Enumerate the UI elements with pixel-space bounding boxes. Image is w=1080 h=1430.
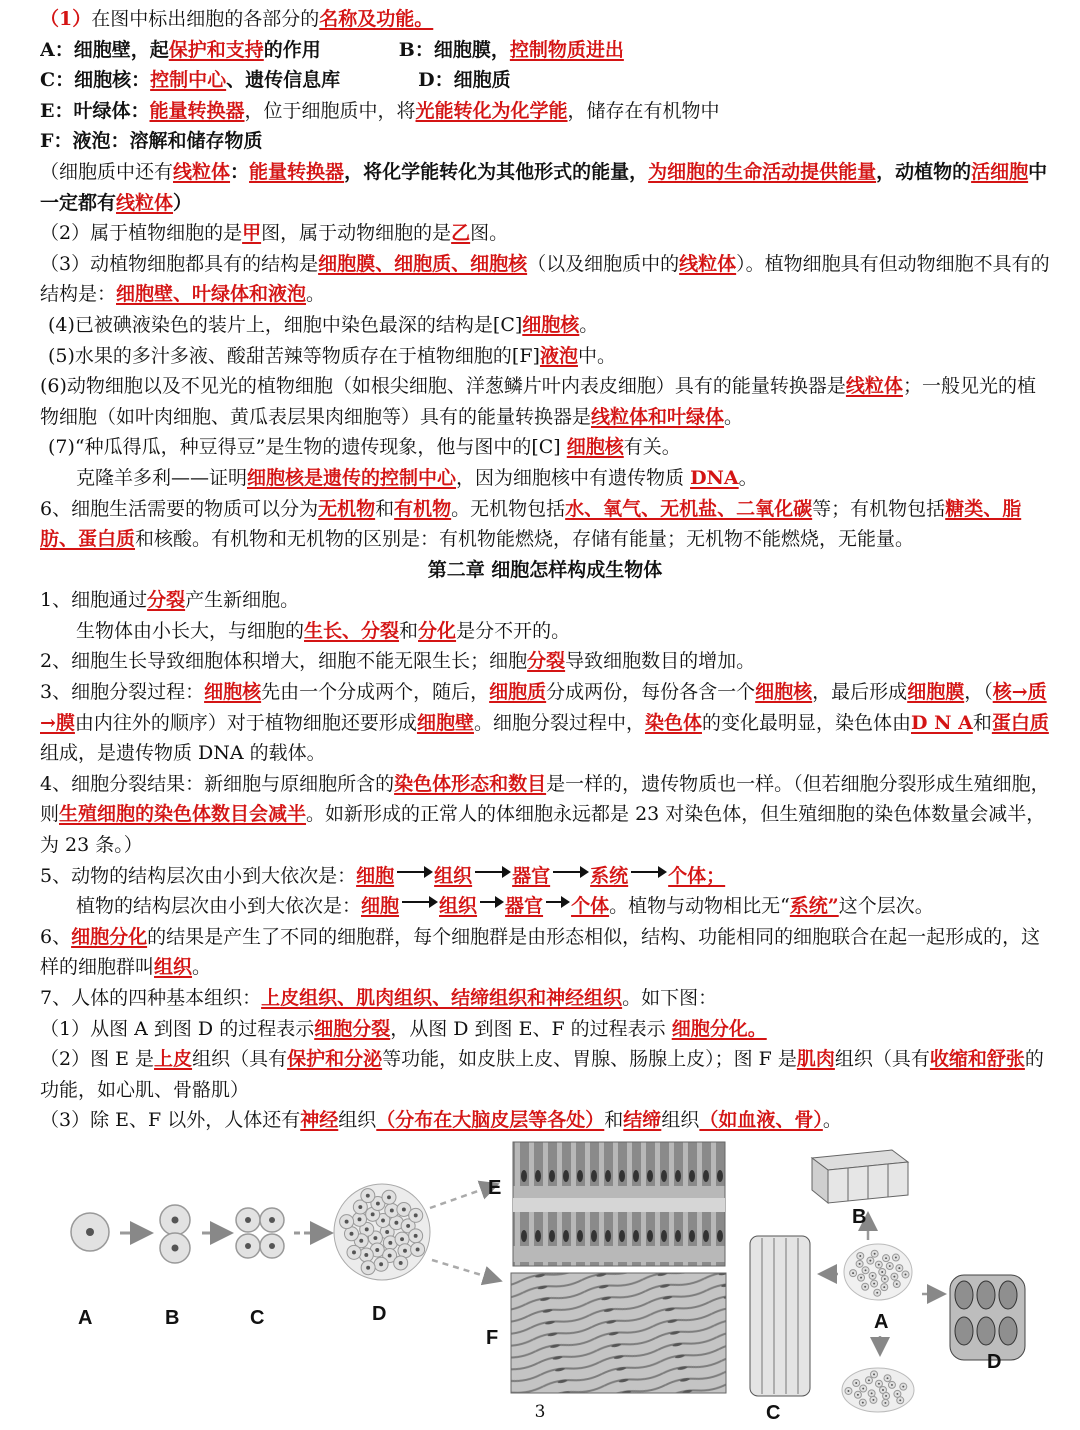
text-line [40,1014,1050,1045]
answer-keyword: 细胞质 [489,681,547,704]
answer-keyword: 细胞核 [755,681,813,704]
answer-keyword: 细胞壁 [416,711,474,734]
text-run: 图，属于动物细胞的是 [261,222,452,245]
answer-keyword: 控制物质进出 [509,38,624,61]
text-run: (6)动物细胞以及不见光的植物细胞（如根尖细胞、洋葱鳞片叶内表皮细胞）具有的能量转换器是 [40,375,846,398]
page-number: 3 [534,1402,546,1422]
answer-keyword: 线粒体 [173,160,231,183]
answer-keyword: 分裂 [527,650,566,673]
cell-nucleus [882,1389,884,1391]
cell-nucleus [387,1195,391,1199]
text-line [40,65,1050,96]
answer-keyword: 细胞分裂 [314,1017,391,1040]
answer-keyword: 能量转换器 [249,160,345,183]
label-right-c: C [766,1402,781,1424]
text-run: 7、人体的四种基本组织： [40,987,262,1009]
text-line [40,646,1050,677]
cell-nucleus [896,1393,898,1395]
cell-nucleus [376,1202,380,1206]
answer-keyword: 光能转化为化学能 [415,99,568,122]
arrow-right-icon [480,901,502,903]
text-run: 。 [724,405,744,428]
answer-keyword: 组织 [154,956,193,979]
cell-nucleus [414,1234,418,1238]
cell-nucleus [885,1257,887,1259]
muscle-fiber [977,1281,995,1309]
text-line [40,371,1050,432]
text-run: 6、 [40,925,72,948]
answer-keyword: 细胞 [361,895,400,918]
text-line [40,891,1050,922]
cell-nucleus [878,1264,880,1266]
cell-nucleus [857,1394,859,1396]
cell-nucleus [876,1292,878,1294]
text-run: 图。 [470,222,509,245]
text-run: （2）图 E 是 [40,1048,155,1071]
muscle-fiber [955,1317,973,1345]
cell-nucleus [402,1208,406,1212]
answer-keyword: 结缔 [623,1109,662,1132]
answer-keyword: 细胞核 [204,681,262,704]
muscle-fiber [999,1281,1017,1309]
answer-keyword: 甲 [242,222,262,245]
text-run: 。植物与动物相比无“ [609,895,790,918]
label-right-b: B [852,1206,867,1228]
answer-keyword: 乙 [451,222,471,245]
cell-nucleus [394,1221,398,1225]
text-run: ）。植物细胞具有但动物细胞不具有的结构是： [40,252,1050,306]
cell-nucleus [350,1232,354,1236]
answer-keyword: 线粒体 [679,252,737,275]
arrow-right-icon [546,901,568,903]
cell-nucleus [385,1230,389,1234]
text-run: 和 [972,711,992,734]
text-run: 6、细胞生活需要的物质可以分为 [40,497,319,520]
text-run: E：叶绿体： [40,99,150,122]
cell-nucleus [388,1241,392,1245]
text-run: 中一定都有 [40,160,1048,214]
text-run: 先由一个分成两个，随后， [261,681,490,704]
answer-keyword: 细胞核 [566,436,624,459]
text-run: （3）除 E、F 以外，人体还有 [40,1109,301,1132]
cell-nucleus [365,1227,369,1231]
answer-keyword: 个体； [668,864,726,887]
text-run: （2）属于植物细胞的是 [40,222,243,245]
text-run: ，将化学能转化为其他形式的能量， [344,160,649,183]
text-run: ，位于细胞质中，将 [244,99,416,122]
answer-keyword: 细胞膜、细胞质、细胞核 [318,252,528,275]
text-run: 。 [306,283,326,306]
text-run: 是分不开的。 [456,619,571,642]
text-run: 1、细胞通过 [40,589,148,612]
answer-keyword: 神经 [300,1109,339,1132]
label-right-a: A [874,1311,889,1333]
answer-keyword: 细胞核 [522,313,580,336]
text-run: 由内往外的顺序）对于植物细胞还要形成 [74,711,417,734]
text-run: 。 [192,956,212,979]
cell-nucleus [399,1261,403,1265]
text-run: 产生新细胞。 [185,589,300,612]
cell-nucleus [874,1253,876,1255]
answer-keyword: 能量转换器 [149,99,245,122]
text-run: 的作用 [263,38,321,61]
answer-keyword: 细胞分化 [71,925,148,948]
answer-keyword: 活细胞 [971,160,1029,183]
answer-keyword: 组织 [434,864,473,887]
two-cells-b [160,1205,190,1263]
cell-nucleus [883,1286,885,1288]
text-run: 。 [579,313,599,336]
text-run: (5)水果的多汁多液、酸甜苦辣等物质存在于植物细胞的[F] [48,344,540,367]
cell-nucleus [847,1390,849,1392]
muscle-block-d [950,1275,1025,1360]
cell-nucleus [358,1217,362,1221]
connective-tissue-a [844,1244,912,1300]
text-line [40,157,1050,218]
text-line [40,4,1050,35]
text-run: B：细胞膜， [398,38,510,61]
text-run: 分成两份，每份各含一个 [546,681,756,704]
answer-keyword: 器官 [505,895,544,918]
answer-keyword: 核→质→膜 [40,681,1047,734]
text-run: 生物体由小长大，与细胞的 [76,619,305,642]
answer-keyword: 线粒体 [845,375,903,398]
label-right-d: D [987,1351,1002,1373]
text-run: 。细胞分裂过程中， [473,711,645,734]
cell-nucleus [905,1273,907,1275]
arrow-d-e [430,1185,495,1208]
text-run: 有关。 [623,436,681,459]
cell-nucleus [414,1213,418,1217]
text-line [40,1044,1050,1105]
answer-keyword: 生长、分裂 [304,619,400,642]
answer-keyword: 名称及功能。 [319,8,434,30]
cell-nucleus [862,1388,864,1390]
cell-nucleus [359,1239,363,1243]
text-run: 。如下图： [622,987,718,1009]
answer-keyword: 糖类、脂肪、蛋白质 [40,497,1022,551]
text-run: 和 [399,619,419,642]
answer-keyword: （分布在大脑皮层等各处） [376,1109,605,1132]
answer-keyword: D N A [911,711,973,734]
cell-nucleus [364,1253,368,1257]
cell-nucleus [873,1373,875,1375]
cell-nucleus [371,1212,375,1216]
arrow-right-icon [475,871,509,873]
text-run: A：细胞壁，起 [40,38,169,61]
text-run: 等；有机物包括 [812,497,946,520]
text-run: 。如新形成的正常人的体细胞永远都是 23 对染色体，但生殖细胞的染色体数量会减半，为 23 条。） [40,803,1046,857]
cell-nucleus [852,1272,854,1274]
cell-nucleus [893,1276,895,1278]
text-line [40,96,1050,127]
text-run: (4)已被碘液染色的装片上，细胞中染色最深的结构是[C] [48,313,523,336]
text-run: 5、动物的结构层次由小到大依次是： [40,864,357,887]
text-run: 和 [604,1109,624,1132]
text-line [40,249,1050,310]
cell-nucleus [379,1262,383,1266]
cell-nucleus [872,1275,874,1277]
cell-nucleus [884,1278,886,1280]
cell-nucleus [896,1283,898,1285]
text-run: ，动植物的 [876,160,972,183]
text-run: 组织（具有 [834,1048,930,1071]
text-run: ） [173,191,193,214]
arrow-right-icon [631,871,665,873]
text-run: 是一样的，遗传物质也一样。（但若细胞分裂形成生殖细胞，则 [40,772,1050,826]
answer-keyword: 线粒体和叶绿体 [591,405,725,428]
answer-keyword: 收缩和舒张 [929,1048,1025,1071]
cell-nucleus [345,1220,349,1224]
cell-nucleus [871,1392,873,1394]
cell-nucleus [366,1194,370,1198]
label-c: C [250,1307,265,1329]
cell-nucleus [881,1271,883,1273]
cell-nucleus [873,1283,875,1285]
muscle-fibers-c [750,1236,810,1396]
cell-nucleus [366,1266,370,1270]
cell-nucleus [899,1399,901,1401]
text-run: 导致细胞数目的增加。 [565,650,756,673]
cell-nucleus [902,1386,904,1388]
label-a: A [78,1307,93,1329]
answer-keyword: 分化 [418,619,457,642]
answer-keyword: 控制中心 [150,69,227,92]
text-run: 4、细胞分裂结果：新细胞与原细胞所含的 [40,772,395,795]
text-run: 。 [738,466,758,489]
cell-nucleus [895,1257,897,1259]
answer-keyword: DNA [690,466,739,489]
tissue-figure [0,1140,1080,1430]
text-run: （以及细胞质中的 [527,252,680,275]
text-run: ，最后形成 [812,681,908,704]
text-run: 3、细胞分裂过程： [40,681,205,704]
text-line [40,1105,1050,1136]
arrow-right-icon [402,901,436,903]
text-run: ： [230,160,250,183]
text-line [40,35,1050,66]
cell-nucleus [885,1395,887,1397]
text-line [40,769,1050,861]
answer-keyword: 肌肉 [796,1048,835,1071]
text-run: 这个层次。 [838,895,934,918]
text-run: 的结果是产生了不同的细胞群，每个细胞群是由形态相似，结构、功能相同的细胞联合在起一起形成的，这样的细胞群叫 [40,925,1041,979]
answer-keyword: 上皮组织、肌肉组织、结缔组织和神经组织 [261,987,623,1009]
answer-keyword: 个体 [571,895,610,918]
cell-nucleus [887,1377,889,1379]
cell-nucleus [390,1209,394,1213]
answer-keyword: 保护和分泌 [287,1048,383,1071]
text-line [40,341,1050,372]
answer-keyword: 保护和支持 [168,38,264,61]
text-run: (7)“种瓜得瓜，种豆得豆”是生物的遗传现象，他与图中的[C] [48,436,567,459]
answer-keyword: 细胞膜 [907,681,965,704]
cell-nucleus [859,1263,861,1265]
text-line [40,983,1050,1014]
text-line [40,463,1050,494]
answer-keyword: 器官 [512,864,551,887]
text-run: 、遗传信息库 [226,69,341,92]
cell-nucleus [403,1249,407,1253]
answer-keyword: 线粒体 [116,191,174,214]
text-run: 2、细胞生长导致细胞体积增大，细胞不能无限生长；细胞 [40,650,528,673]
epithelial-tissue-image-e [513,1142,725,1266]
text-line [40,218,1050,249]
cell-nucleus [860,1277,862,1279]
text-line [40,861,1050,892]
text-run: 组成，是遗传物质 DNA 的载体。 [40,742,326,765]
muscle-fiber [999,1317,1017,1345]
answer-keyword: 细胞分化。 [671,1017,767,1040]
cell-nucleus [388,1254,392,1258]
single-cell-a [71,1213,109,1251]
chapter-heading [40,555,1050,586]
answer-keyword: 为细胞的生命活动提供能量 [648,160,877,183]
cell-nucleus [373,1236,377,1240]
answer-keyword: 蛋白质 [991,711,1049,734]
label-b: B [165,1307,180,1329]
answer-keyword: 细胞壁、叶绿体和液泡 [116,283,307,306]
label-d: D [372,1303,387,1325]
answer-keyword: 细胞 [356,864,395,887]
answer-keyword: 系统” [789,895,839,918]
text-run: 等功能，如皮肤上皮、胃腺、肠腺上皮）；图 F 是 [382,1048,797,1071]
cell-nucleus [891,1384,893,1386]
text-run: 组织（具有 [192,1048,288,1071]
cell-nucleus [855,1382,857,1384]
cell-nucleus [868,1379,870,1381]
text-run: 组织 [661,1109,700,1132]
cell-nucleus [889,1265,891,1267]
text-run: 和 [375,497,395,520]
cell-nucleus [352,1250,356,1254]
text-run: 。 [822,1109,842,1132]
text-run: ，（ [964,681,993,704]
cell-nucleus [898,1267,900,1269]
text-run: ，储存在有机物中 [567,99,720,122]
text-line [40,585,1050,616]
text-run: 克隆羊多利——证明 [76,466,248,489]
text-body [40,4,1050,1136]
cell-nucleus [878,1383,880,1385]
text-run: F：液泡：溶解和储存物质 [40,130,263,153]
four-cells-c [236,1208,284,1258]
muscle-fiber [977,1317,995,1345]
answer-keyword: 分裂 [147,589,186,612]
arrow-right-icon [553,871,587,873]
text-run: ；一般见光的植物细胞（如叶肉细胞、黄瓜表层果肉细胞等）具有的能量转换器是 [40,375,1036,428]
label-e: E [488,1177,502,1199]
cell-nucleus [859,1255,861,1257]
answer-keyword: 液泡 [539,344,578,367]
text-run: D：细胞质 [418,69,511,92]
cell-nucleus [865,1269,867,1271]
text-line [40,432,1050,463]
answer-keyword: （如血液、骨） [699,1109,823,1132]
answer-keyword: 生殖细胞的染色体数目会减半 [59,803,307,826]
text-line [40,494,1050,555]
answer-keyword: 染色体形态和数目 [394,772,547,795]
text-run: 。无机物包括 [451,497,566,520]
cell-nucleus [381,1219,385,1223]
cell-nucleus [869,1260,871,1262]
text-run: ，因为细胞核中有遗传物质 [456,466,691,489]
answer-keyword: 水、氧气、无机盐、二氧化碳 [565,497,813,520]
text-run: ，从图 D 到图 E、F 的过程表示 [390,1017,672,1040]
text-run: 组织 [338,1109,377,1132]
text-run: 的变化最明显，染色体由 [701,711,911,734]
cell-nucleus [406,1224,410,1228]
cell-cluster-d [334,1184,430,1280]
text-run: 植物的结构层次由小到大依次是： [76,895,362,918]
cell-nucleus [872,1399,874,1401]
answer-keyword: 系统 [590,864,629,887]
answer-keyword: 有机物 [394,497,452,520]
answer-keyword: 上皮 [154,1048,193,1071]
cell-nucleus [416,1248,420,1252]
answer-keyword: 组织 [439,895,478,918]
text-line [40,922,1050,983]
label-f: F [486,1327,499,1349]
cell-nucleus [358,1205,362,1209]
cell-nucleus [864,1286,866,1288]
text-run: （细胞质中还有 [40,160,174,183]
text-run: 中。 [577,344,616,367]
text-line [40,616,1050,647]
muscle-fiber [955,1281,973,1309]
text-run: 在图中标出细胞的各部分的 [91,8,320,30]
cell-nucleus [400,1237,404,1241]
text-run: （1）从图 A 到图 D 的过程表示 [40,1017,315,1040]
text-line [40,126,1050,157]
arrow-right-icon [397,871,431,873]
text-run: （3）动植物细胞都具有的结构是 [40,252,319,275]
epithelium-block-b [812,1150,908,1203]
text-run: 的功能，如心肌、骨骼肌） [40,1048,1044,1101]
text-run: C：细胞核： [40,69,151,92]
text-run: 第二章 细胞怎样构成生物体 [427,558,663,581]
arrow-d-f [432,1260,498,1280]
muscle-tissue-image-f [511,1273,726,1393]
text-run: 和核酸。有机物和无机物的区别是：有机物能燃烧，存储有能量；无机物不能燃烧，无能量。 [135,528,915,551]
answer-keyword: 细胞核是遗传的控制中心 [247,466,457,489]
answer-keyword: 无机物 [318,497,376,520]
text-run: （1） [40,8,92,30]
text-line [40,310,1050,341]
cell-nucleus [375,1248,379,1252]
answer-keyword: 染色体 [644,711,702,734]
text-line [40,677,1050,769]
